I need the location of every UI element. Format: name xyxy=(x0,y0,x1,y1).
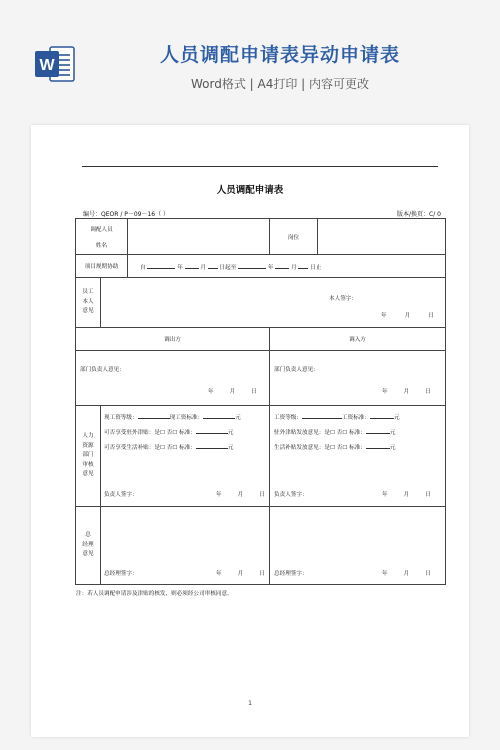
footnote: 注：若人员调配申请涉及津贴的核发，则必须经公司审核同意。 xyxy=(76,591,233,597)
application-form-table xyxy=(75,218,446,585)
gm-opinion-row xyxy=(76,507,446,585)
self-sign-label: 本人签字： xyxy=(329,296,357,302)
employee-opinion-field[interactable] xyxy=(101,278,446,328)
form-version: 版本/换页：C/ 0 xyxy=(397,211,441,218)
hr-out-line2: 可否享受驻外津贴：是☐ 否☐ 标准： 元 xyxy=(104,427,234,436)
gm-in-date: 年 月 日 xyxy=(382,571,431,577)
hr-in-line2: 驻外津贴发放意见：是☐ 否☐ 标准： 元 xyxy=(274,427,396,436)
hr-in-line3: 生活补贴发放意见：是☐ 否☐ 标准： 元 xyxy=(274,442,396,451)
gm-in-sign-label: 总经理签字： xyxy=(274,571,308,577)
out-side-header: 调出方 xyxy=(76,328,270,351)
out-dept-opinion-label: 部门负责人意见： xyxy=(80,367,125,373)
page-number: 1 xyxy=(248,700,252,707)
gm-out-field[interactable] xyxy=(101,507,270,585)
gm-opinion-label: 总 经理 意见 xyxy=(76,507,101,585)
hr-review-row xyxy=(76,406,446,507)
hr-out-date: 年 月 日 xyxy=(216,492,265,498)
applicant-name-label: 调配人员 姓名 xyxy=(76,219,128,255)
applicant-name-field[interactable] xyxy=(128,219,270,255)
word-icon xyxy=(34,44,76,84)
document-page xyxy=(31,125,469,737)
sides-header-row xyxy=(76,328,446,351)
hr-review-label: 人力 资源 部门 审核 意见 xyxy=(76,406,101,507)
gm-out-sign-label: 总经理签字： xyxy=(104,571,138,577)
page-header xyxy=(0,0,500,118)
form-number: 编号：QEOR / P－09－16（ ） xyxy=(83,211,170,218)
self-sign-date: 年 月 日 xyxy=(381,313,434,319)
document-title: 人员调配申请表 xyxy=(216,185,284,196)
gm-in-field[interactable] xyxy=(270,507,446,585)
in-side-header: 调入方 xyxy=(270,328,446,351)
gm-out-date: 年 月 日 xyxy=(216,571,265,577)
name-position-row xyxy=(76,219,446,255)
out-dept-date: 年 月 日 xyxy=(208,389,257,395)
hr-in-sign-label: 负责人签字： xyxy=(274,492,308,498)
in-dept-opinion-field[interactable] xyxy=(270,351,446,406)
hr-in-date: 年 月 日 xyxy=(382,492,431,498)
position-field[interactable] xyxy=(318,219,446,255)
top-rule xyxy=(82,166,438,167)
page-title: 人员调配申请表异动申请表 xyxy=(159,44,400,66)
in-dept-date: 年 月 日 xyxy=(382,389,431,395)
page-subtitle: Word格式 | A4打印 | 内容可更改 xyxy=(190,77,370,91)
hr-in-line1: 工资等级： 工资标准： 元 xyxy=(274,412,400,421)
out-dept-opinion-field[interactable] xyxy=(76,351,270,406)
in-dept-opinion-label: 部门负责人意见： xyxy=(274,367,319,373)
dept-opinion-row xyxy=(76,351,446,406)
hr-out-line3: 可否享受生活补贴：是☐ 否☐ 标准： 元 xyxy=(104,442,234,451)
hr-out-line1: 现工资等级： 现工资标准： 元 xyxy=(104,412,241,421)
period-label: 项目规期协助 xyxy=(76,255,128,278)
employee-opinion-row xyxy=(76,278,446,328)
hr-out-sign-label: 负责人签字： xyxy=(104,492,138,498)
position-label: 岗位 xyxy=(270,219,318,255)
hr-in-field[interactable] xyxy=(270,406,446,507)
word-icon-letter: W xyxy=(39,57,55,74)
hr-out-field[interactable] xyxy=(101,406,270,507)
period-field[interactable]: 自 年 月 日起至 年 月 日止 xyxy=(128,255,446,278)
employee-opinion-label: 员工 本人 意见 xyxy=(76,278,101,328)
period-row xyxy=(76,255,446,278)
